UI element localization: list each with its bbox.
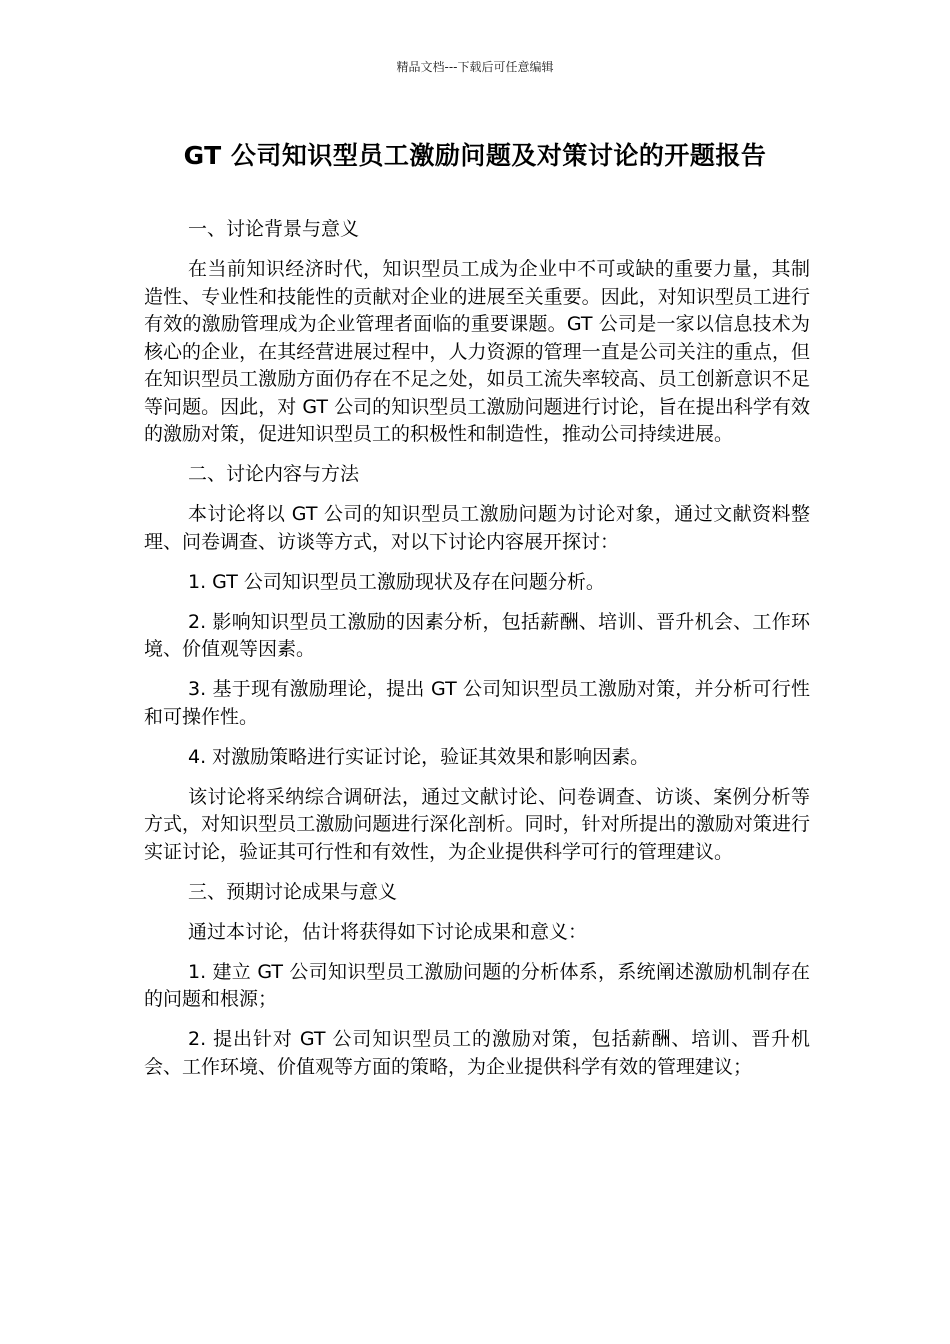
list-item-content-1: 1. GT 公司知识型员工激励现状及存在问题分析。	[188, 570, 605, 593]
section-heading-expected-results: 三、预期讨论成果与意义	[188, 880, 398, 903]
list-item-result-1: 1. 建立 GT 公司知识型员工激励问题的分析体系，系统阐述激励机制存在的问题和根源；	[144, 960, 810, 1010]
document-body	[144, 216, 810, 1094]
list-item-content-2: 2. 影响知识型员工激励的因素分析，包括薪酬、培训、晋升机会、工作环境、价值观等因素。	[144, 610, 810, 660]
document-title: GT 公司知识型员工激励问题及对策讨论的开题报告	[183, 141, 767, 170]
header-note: 精品文档---下载后可任意编辑	[396, 60, 554, 74]
paragraph-background: 在当前知识经济时代，知识型员工成为企业中不可或缺的重要力量，其制造性、专业性和技能性的贡献对企业的进展至关重要。因此，对知识型员工进行有效的激励管理成为企业管理者面临的重要课题。GT 公司是一家以信息技术为核心的企业，在其经营进展过程中，人力资源的管理一直是公司关注的重点，但在知识型员工激励方面仍存在不足之处，如员工流失率较高、员工创新意识不足等问题。因此，对 GT 公司的知识型员工激励问题进行讨论，旨在提出科学有效的激励对策，促进知识型员工的积极性和制造性，推动公司持续进展。	[144, 258, 810, 445]
list-item-result-2: 2. 提出针对 GT 公司知识型员工的激励对策，包括薪酬、培训、晋升机会、工作环境、价值观等方面的策略，为企业提供科学有效的管理建议；	[144, 1028, 810, 1078]
section-heading-background: 一、讨论背景与意义	[188, 218, 360, 240]
paragraph-method: 该讨论将采纳综合调研法，通过文献讨论、问卷调查、访谈、案例分析等方式，对知识型员工激励问题进行深化剖析。同时，针对所提出的激励对策进行实证讨论，验证其可行性和有效性，为企业提供科学可行的管理建议。	[144, 785, 810, 863]
paragraph-content-intro: 本讨论将以 GT 公司的知识型员工激励问题为讨论对象，通过文献资料整理、问卷调查、访谈等方式，对以下讨论内容展开探讨：	[144, 503, 810, 553]
list-item-content-3: 3. 基于现有激励理论，提出 GT 公司知识型员工激励对策，并分析可行性和可操作性。	[144, 678, 810, 728]
list-item-content-4: 4. 对激励策略进行实证讨论，验证其效果和影响因素。	[188, 745, 650, 768]
paragraph-results-intro: 通过本讨论，估计将获得如下讨论成果和意义：	[188, 920, 588, 943]
section-heading-content-method: 二、讨论内容与方法	[188, 463, 360, 485]
